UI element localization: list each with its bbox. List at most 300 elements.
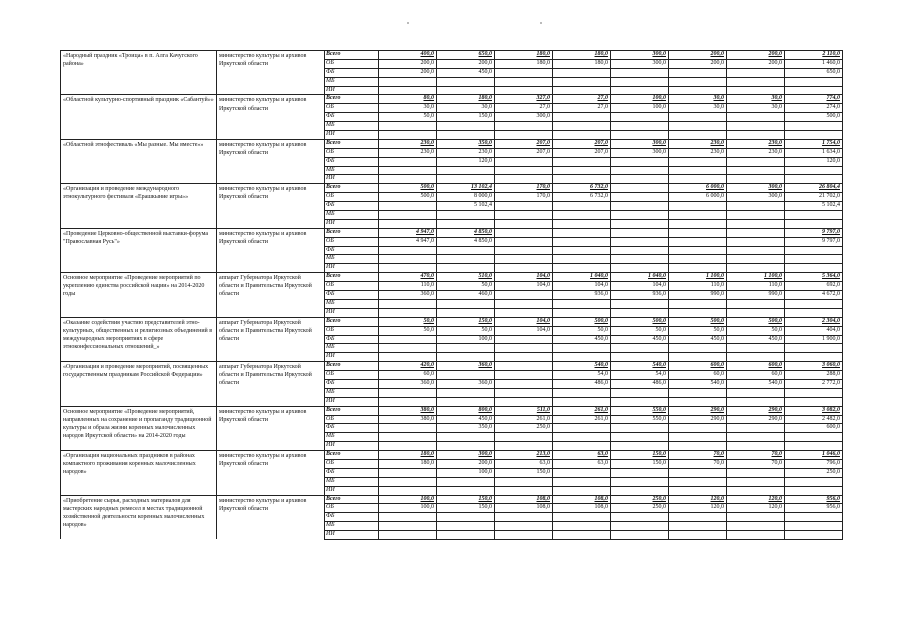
amount-cell [437,388,495,397]
amount-cell: 27,0 [495,104,553,113]
amount-cell [495,219,553,228]
funding-source: Всего [325,139,379,148]
amount-cell: 63,0 [553,459,611,468]
amount-cell [379,175,437,184]
amount-cell: 200,0 [727,51,785,60]
amount-cell [437,442,495,451]
amount-total-cell [785,513,843,522]
amount-cell: 250,0 [611,495,669,504]
amount-cell: 936,0 [553,291,611,300]
amount-cell [437,77,495,86]
budget-table [60,50,843,540]
amount-cell: 180,0 [379,459,437,468]
amount-cell [669,299,727,308]
amount-cell [379,486,437,495]
amount-cell: 350,0 [437,424,495,433]
funding-source: ИИ [325,264,379,273]
amount-cell [727,308,785,317]
amount-cell: 104,0 [495,326,553,335]
amount-total-cell: 600,0 [785,424,843,433]
amount-cell: 450,0 [611,335,669,344]
amount-cell [553,77,611,86]
amount-cell [437,219,495,228]
funding-source: ОБ [325,193,379,202]
amount-cell [553,344,611,353]
amount-cell [611,193,669,202]
amount-cell [495,211,553,220]
amount-cell [379,531,437,540]
amount-cell [669,397,727,406]
amount-cell: 54,0 [611,371,669,380]
amount-cell [669,157,727,166]
amount-cell: 60,0 [379,371,437,380]
amount-cell: 200,0 [669,59,727,68]
amount-cell: 300,0 [437,451,495,460]
amount-cell [495,531,553,540]
amount-cell: 50,0 [437,282,495,291]
amount-cell: 540,0 [553,362,611,371]
amount-cell [437,211,495,220]
funding-source: МБ [325,255,379,264]
amount-total-cell: 1 900,0 [785,335,843,344]
amount-cell [669,468,727,477]
funding-source: МБ [325,388,379,397]
amount-cell: 30,0 [669,95,727,104]
amount-cell: 800,0 [437,406,495,415]
amount-total-cell: 274,0 [785,104,843,113]
amount-cell [553,308,611,317]
amount-cell: 180,0 [437,95,495,104]
amount-cell: 230,0 [669,148,727,157]
amount-cell [437,433,495,442]
amount-total-cell: 120,0 [785,157,843,166]
amount-cell: 450,0 [553,335,611,344]
amount-total-cell [785,219,843,228]
amount-cell [379,202,437,211]
funding-source: ИИ [325,131,379,140]
program-total-row [61,317,843,326]
amount-cell [727,531,785,540]
amount-cell [495,86,553,95]
amount-cell [437,531,495,540]
amount-cell [727,433,785,442]
amount-cell [727,86,785,95]
amount-cell: 500,0 [669,317,727,326]
amount-total-cell: 5 364,0 [785,273,843,282]
amount-cell [669,531,727,540]
amount-cell [495,264,553,273]
amount-cell: 550,0 [611,406,669,415]
amount-cell: 420,0 [379,362,437,371]
funding-source: ФБ [325,202,379,211]
amount-cell [379,86,437,95]
table-body [61,51,843,540]
amount-cell: 230,0 [379,148,437,157]
amount-cell [495,228,553,237]
program-description: «Народный праздник «Троица» в п. Алга Качугского района» [61,51,217,95]
amount-cell: 540,0 [669,379,727,388]
amount-cell: 180,0 [495,51,553,60]
amount-cell [437,246,495,255]
program-total-row [61,51,843,60]
amount-cell: 650,0 [437,51,495,60]
responsible-organization: министерство культуры и архивов Иркутской области [217,95,325,139]
amount-total-cell [785,433,843,442]
amount-cell: 70,0 [669,451,727,460]
amount-cell [727,513,785,522]
program-description: «Проведение Церковно-общественной выставки-форума "Православная Русь"» [61,228,217,272]
program-total-row [61,95,843,104]
amount-cell: 230,0 [727,139,785,148]
amount-total-cell: 288,0 [785,371,843,380]
amount-cell [669,388,727,397]
amount-cell: 120,0 [437,157,495,166]
amount-total-cell: 250,0 [785,468,843,477]
amount-cell: 500,0 [379,193,437,202]
amount-cell: 230,0 [379,139,437,148]
amount-cell: 936,0 [611,291,669,300]
amount-cell [553,157,611,166]
amount-cell: 180,0 [379,451,437,460]
amount-cell: 150,0 [611,451,669,460]
amount-cell [669,166,727,175]
amount-cell: 150,0 [437,495,495,504]
amount-cell [495,175,553,184]
amount-cell [669,522,727,531]
amount-cell [437,86,495,95]
amount-cell: 300,0 [611,148,669,157]
amount-cell [553,68,611,77]
program-description: «Оказание содействия участию представителей этно-культурных, общественных и религиозных объединений в международных мероприятиях в сфере этноконфессиональных отношений_» [61,317,217,361]
amount-cell [437,522,495,531]
amount-cell [553,175,611,184]
funding-source: Всего [325,95,379,104]
amount-cell: 290,0 [727,406,785,415]
amount-cell [727,219,785,228]
funding-source: МБ [325,77,379,86]
amount-cell: 327,0 [495,95,553,104]
amount-cell [553,486,611,495]
amount-cell [553,113,611,122]
amount-cell: 110,0 [669,282,727,291]
amount-cell [611,424,669,433]
amount-cell [727,68,785,77]
program-total-row [61,451,843,460]
funding-source: Всего [325,184,379,193]
amount-cell [611,166,669,175]
amount-cell [495,202,553,211]
amount-cell [727,353,785,362]
amount-cell [495,166,553,175]
amount-cell [495,477,553,486]
amount-total-cell: 404,0 [785,326,843,335]
amount-cell [553,246,611,255]
funding-source: ОБ [325,504,379,513]
amount-cell: 80,0 [379,95,437,104]
amount-cell: 200,0 [379,59,437,68]
amount-cell: 261,0 [553,415,611,424]
amount-cell [669,131,727,140]
amount-cell: 60,0 [727,371,785,380]
amount-cell [495,122,553,131]
amount-cell: 510,0 [437,273,495,282]
amount-cell [379,397,437,406]
amount-cell: 120,0 [727,504,785,513]
amount-cell: 30,0 [669,104,727,113]
amount-cell: 360,0 [379,379,437,388]
amount-cell: 500,0 [553,317,611,326]
amount-cell [437,122,495,131]
amount-cell [553,397,611,406]
amount-cell: 540,0 [727,379,785,388]
amount-cell [669,113,727,122]
responsible-organization: министерство культуры и архивов Иркутской области [217,139,325,183]
amount-cell [727,211,785,220]
amount-cell [727,228,785,237]
amount-total-cell: 956,0 [785,504,843,513]
amount-cell: 500,0 [611,317,669,326]
amount-cell [611,131,669,140]
amount-cell: 350,0 [437,139,495,148]
amount-total-cell [785,442,843,451]
funding-source: МБ [325,166,379,175]
amount-cell [611,228,669,237]
amount-total-cell: 2 110,0 [785,51,843,60]
amount-cell [379,335,437,344]
amount-total-cell: 9 797,0 [785,228,843,237]
funding-source: ОБ [325,59,379,68]
amount-cell: 150,0 [611,459,669,468]
amount-cell [727,202,785,211]
funding-source: Всего [325,273,379,282]
amount-total-cell [785,166,843,175]
amount-cell: 50,0 [669,326,727,335]
amount-cell [669,219,727,228]
funding-source: ИИ [325,397,379,406]
amount-cell [495,299,553,308]
amount-total-cell: 1 754,0 [785,139,843,148]
amount-cell: 200,0 [379,68,437,77]
amount-total-cell: 2 772,0 [785,379,843,388]
funding-source: Всего [325,362,379,371]
amount-cell [553,468,611,477]
amount-cell: 180,0 [553,51,611,60]
program-description: «Приобретение сырья, расходных материалов для мастерских народных ремесел в местах традиционной хозяйственной деятельности коренных малочисленных народов» [61,495,217,539]
amount-cell: 170,0 [495,193,553,202]
amount-cell: 250,0 [495,424,553,433]
amount-cell [437,353,495,362]
amount-cell [379,308,437,317]
amount-total-cell [785,353,843,362]
amount-cell: 50,0 [553,326,611,335]
amount-cell [669,246,727,255]
funding-source: ФБ [325,379,379,388]
amount-cell [669,344,727,353]
amount-cell [727,397,785,406]
amount-cell: 108,0 [553,495,611,504]
amount-cell [379,522,437,531]
funding-source: ФБ [325,424,379,433]
amount-cell: 104,0 [495,282,553,291]
amount-cell: 500,0 [379,184,437,193]
amount-cell [727,122,785,131]
amount-total-cell [785,531,843,540]
amount-cell [611,299,669,308]
amount-cell: 5 102,4 [437,202,495,211]
program-description: «Организация и проведение мероприятий, посвященных государственным праздникам Российской Федерации» [61,362,217,406]
funding-source: ИИ [325,175,379,184]
amount-cell: 200,0 [669,51,727,60]
amount-cell [379,353,437,362]
amount-cell [379,211,437,220]
funding-source: ФБ [325,291,379,300]
amount-cell: 50,0 [379,326,437,335]
amount-cell [495,335,553,344]
amount-cell [553,166,611,175]
amount-cell [553,228,611,237]
amount-cell [727,477,785,486]
amount-cell: 990,0 [669,291,727,300]
amount-cell: 150,0 [437,504,495,513]
amount-cell: 27,0 [553,95,611,104]
amount-cell [553,122,611,131]
amount-cell [611,264,669,273]
amount-cell: 150,0 [495,468,553,477]
amount-cell: 8 000,0 [437,193,495,202]
amount-cell [669,211,727,220]
amount-cell: 207,0 [495,148,553,157]
amount-cell [379,131,437,140]
amount-cell [611,175,669,184]
amount-cell: 450,0 [437,68,495,77]
funding-source: ОБ [325,237,379,246]
amount-cell: 300,0 [611,59,669,68]
amount-cell: 300,0 [727,193,785,202]
amount-cell [437,477,495,486]
amount-cell [669,264,727,273]
program-total-row [61,184,843,193]
funding-source: ОБ [325,104,379,113]
amount-cell [495,246,553,255]
amount-cell: 6 732,0 [553,193,611,202]
amount-cell: 261,0 [553,406,611,415]
amount-cell [669,228,727,237]
amount-cell: 180,0 [495,59,553,68]
amount-total-cell: 1 634,0 [785,148,843,157]
amount-cell [379,344,437,353]
amount-cell: 60,0 [669,371,727,380]
funding-source: ИИ [325,86,379,95]
amount-cell [611,486,669,495]
amount-cell [669,77,727,86]
funding-source: ИИ [325,531,379,540]
funding-source: ИИ [325,353,379,362]
amount-cell [495,371,553,380]
amount-total-cell: 1 460,0 [785,59,843,68]
amount-total-cell: 9 797,0 [785,237,843,246]
funding-source: ФБ [325,335,379,344]
amount-cell [727,157,785,166]
amount-cell: 600,0 [727,362,785,371]
amount-cell [669,353,727,362]
responsible-organization: министерство культуры и архивов Иркутской области [217,228,325,272]
amount-cell [379,122,437,131]
amount-cell: 30,0 [727,104,785,113]
amount-cell: 50,0 [611,326,669,335]
amount-cell: 120,0 [669,504,727,513]
amount-cell [553,86,611,95]
amount-total-cell: 4 672,0 [785,291,843,300]
amount-cell: 110,0 [727,282,785,291]
amount-cell [611,531,669,540]
amount-cell: 4 947,0 [379,237,437,246]
funding-source: Всего [325,495,379,504]
amount-cell [495,442,553,451]
amount-cell [669,486,727,495]
amount-total-cell: 3 082,0 [785,406,843,415]
amount-cell [379,166,437,175]
program-total-row [61,406,843,415]
program-total-row [61,228,843,237]
funding-source: МБ [325,211,379,220]
amount-cell: 6 732,0 [553,184,611,193]
amount-cell [495,486,553,495]
funding-source: МБ [325,299,379,308]
amount-cell: 470,0 [379,273,437,282]
amount-total-cell: 1 046,0 [785,451,843,460]
amount-total-cell: 500,0 [785,113,843,122]
amount-cell: 104,0 [553,282,611,291]
amount-cell [611,468,669,477]
amount-cell [669,477,727,486]
responsible-organization: министерство культуры и архивов Иркутской области [217,406,325,450]
amount-cell [611,184,669,193]
amount-cell [553,299,611,308]
amount-cell: 13 102,4 [437,184,495,193]
amount-cell [727,255,785,264]
amount-cell [379,468,437,477]
amount-cell [437,299,495,308]
amount-cell: 30,0 [437,104,495,113]
amount-cell [611,397,669,406]
amount-cell [495,433,553,442]
amount-cell: 104,0 [495,317,553,326]
amount-cell [495,513,553,522]
amount-cell [379,424,437,433]
amount-cell: 213,0 [495,451,553,460]
program-description: «Областной этнофестиваль «Мы разные. Мы вместе»» [61,139,217,183]
amount-cell [495,255,553,264]
amount-cell: 1 040,0 [553,273,611,282]
amount-cell [553,264,611,273]
program-description: «Организация национальных праздников в районах компактного проживания коренных малочисленных народов» [61,451,217,495]
amount-cell: 54,0 [553,371,611,380]
amount-cell: 261,0 [495,415,553,424]
amount-cell [553,353,611,362]
amount-cell [437,308,495,317]
amount-cell [437,264,495,273]
amount-cell [669,255,727,264]
amount-cell: 4 850,0 [437,228,495,237]
amount-cell [611,157,669,166]
amount-cell [553,442,611,451]
funding-source: ИИ [325,308,379,317]
amount-cell [611,442,669,451]
funding-source: ФБ [325,113,379,122]
amount-cell [611,219,669,228]
amount-total-cell [785,246,843,255]
amount-total-cell: 26 804,4 [785,184,843,193]
